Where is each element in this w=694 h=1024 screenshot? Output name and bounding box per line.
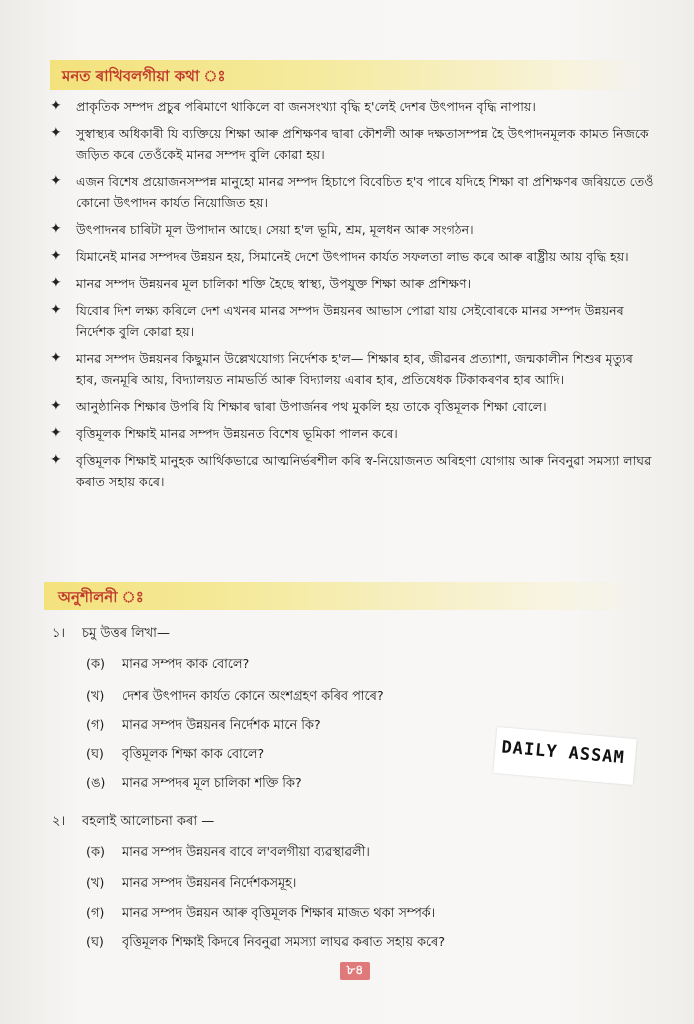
bullet-star-icon: ✦	[50, 221, 62, 237]
summary-bullet: ✦ যিমানেই মানৱ সম্পদৰ উন্নয়ন হয়, সিমানেই দেশে উৎপাদন কাৰ্যত সফলতা লাভ কৰে আৰু ৰাষ্ট্ৰীয় আয় বৃদ্ধি হয়।	[48, 246, 658, 267]
exercise-heading: অনুশীলনী ঃ	[58, 588, 144, 606]
exercise-heading-band	[44, 582, 648, 610]
bullet-star-icon: ✦	[50, 248, 62, 264]
question-text: বহলাই আলোচনা কৰা —	[82, 814, 215, 829]
question-number: ১।	[52, 626, 66, 641]
bullet-star-icon: ✦	[50, 425, 62, 441]
summary-bullet: ✦ এজন বিশেষ প্ৰয়োজনসম্পন্ন মানুহো মানৱ সম্পদ হিচাপে বিবেচিত হ'ব পাৰে যদিহে শিক্ষা বা প্ৰশিক্ষণৰ জৰিয়তে তেওঁ কোনো উৎপাদন কাৰ্যত নিয়োজিত হয়।	[50, 173, 654, 210]
summary-bullet: ✦ যিবোৰ দিশ লক্ষ্য কৰিলে দেশ এখনৰ মানৱ সম্পদ উন্নয়নৰ আভাস পোৱা যায় সেইবোৰকে মানৱ সম্পদ উন্নয়নৰ নিৰ্দেশক বুলি কোৱা হয়।	[50, 302, 624, 339]
summary-heading-band	[50, 60, 648, 90]
bullet-star-icon: ✦	[50, 275, 62, 291]
summary-bullet: ✦ মানৱ সম্পদ উন্নয়নৰ মূল চালিকা শক্তি হৈছে স্বাস্থ্য, উপযুক্ত শিক্ষা আৰু প্ৰশিক্ষণ।	[48, 273, 658, 294]
question-number: ২।	[52, 814, 66, 829]
summary-bullet-list	[48, 96, 658, 498]
q2-item: (গ) মানৱ সম্পদ উন্নয়ন আৰু বৃত্তিমূলক শিক্ষাৰ মাজত থকা সম্পৰ্ক।	[86, 906, 436, 921]
summary-bullet: ✦ সুস্বাস্থ্যৰ অধিকাৰী যি ব্যক্তিয়ে শিক্ষা আৰু প্ৰশিক্ষণৰ দ্বাৰা কৌশলী আৰু দক্ষতাসম্পন্ন হৈ উৎপাদনমূলক কামত নিজকে জড়িত কৰে তেওঁকেই মানৱ সম্পদ বুলি কোৱা হয়।	[50, 125, 649, 162]
bullet-star-icon: ✦	[50, 452, 62, 468]
q1-item: (ক) মানৱ সম্পদ কাক বোলে?	[86, 657, 250, 672]
summary-bullet: ✦ উৎপাদনৰ চাৰিটা মূল উপাদান আছে। সেয়া হ'ল ভূমি, শ্ৰম, মূলধন আৰু সংগঠন।	[48, 219, 658, 240]
q2-item: (ঘ) বৃত্তিমূলক শিক্ষাই কিদৰে নিবনুৱা সমস্যা লাঘৱ কৰাত সহায় কৰে?	[86, 935, 446, 950]
page-number: ৮৪	[340, 962, 370, 980]
question-text: চমু উত্তৰ লিখা—	[82, 626, 170, 641]
question-2	[52, 812, 652, 832]
bullet-star-icon: ✦	[50, 173, 62, 189]
q2-item: (খ) মানৱ সম্পদ উন্নয়নৰ নিৰ্দেশকসমূহ।	[86, 876, 297, 891]
q1-item: (গ) মানৱ সম্পদ উন্নয়নৰ নিৰ্দেশক মানে কি?	[86, 718, 321, 733]
q1-item: (ঙ) মানৱ সম্পদৰ মূল চালিকা শক্তি কি?	[86, 776, 302, 791]
q2-item: (ক) মানৱ সম্পদ উন্নয়নৰ বাবে ল'বলগীয়া ব্যৱস্থাৱলী।	[86, 845, 370, 860]
bullet-star-icon: ✦	[50, 125, 62, 141]
bullet-star-icon: ✦	[50, 350, 62, 366]
q1-item: (ঘ) বৃত্তিমূলক শিক্ষা কাক বোলে?	[86, 747, 265, 762]
summary-bullet: ✦ প্ৰাকৃতিক সম্পদ প্ৰচুৰ পৰিমাণে থাকিলে বা জনসংখ্যা বৃদ্ধি হ'লেই দেশৰ উৎপাদন বৃদ্ধি নাপায়।	[48, 96, 658, 117]
q1-item: (খ) দেশৰ উৎপাদন কাৰ্যত কোনে অংশগ্ৰহণ কৰিব পাৰে?	[86, 689, 384, 704]
summary-heading: মনত ৰাখিবলগীয়া কথা ঃ	[62, 67, 226, 85]
daily-assam-watermark: DAILY ASSAM	[493, 727, 636, 785]
summary-bullet: ✦ মানৱ সম্পদ উন্নয়নৰ কিছুমান উল্লেখযোগ্য নিৰ্দেশক হ'ল— শিক্ষাৰ হাৰ, জীৱনৰ প্ৰত্যাশা, জন্মকালীন শিশুৰ মৃত্যুৰ হাৰ, জনমূৰি আয়, বিদ্যালয়ত নামভৰ্তি আৰু বিদ্যালয় এৰাৰ হাৰ, প্ৰতিষেধক টিকাকৰণৰ হাৰ আদি।	[50, 350, 633, 387]
summary-bullet: ✦ আনুষ্ঠানিক শিক্ষাৰ উপৰি যি শিক্ষাৰ দ্বাৰা উপাৰ্জনৰ পথ মুকলি হয় তাকে বৃত্তিমূলক শিক্ষা বোলে।	[48, 396, 658, 417]
bullet-star-icon: ✦	[50, 302, 62, 318]
question-1	[52, 624, 652, 644]
summary-bullet: ✦ বৃত্তিমূলক শিক্ষাই মানুহক আৰ্থিকভাৱে আত্মনিৰ্ভৰশীল কৰি স্ব-নিয়োজনত অৰিহণা যোগায় আৰু নিবনুৱা সমস্যা লাঘৱ কৰাত সহায় কৰে।	[50, 452, 652, 489]
summary-bullet: ✦ বৃত্তিমূলক শিক্ষাই মানৱ সম্পদ উন্নয়নত বিশেষ ভূমিকা পালন কৰে।	[48, 423, 658, 444]
bullet-star-icon: ✦	[50, 398, 62, 414]
bullet-star-icon: ✦	[50, 98, 62, 114]
